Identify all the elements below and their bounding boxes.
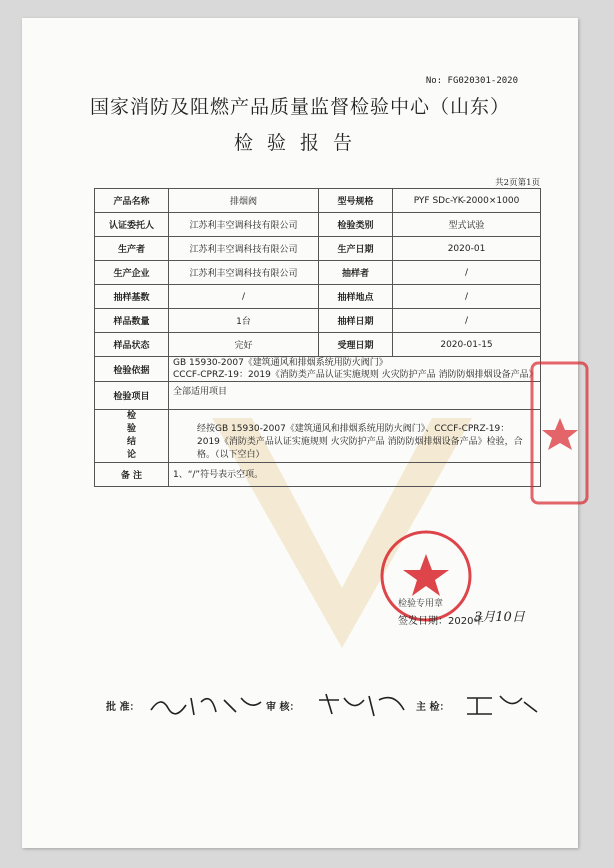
- approver-signature: [146, 690, 266, 720]
- label-test-type: 检验类别: [319, 213, 393, 237]
- label-remarks: 备 注: [95, 463, 169, 487]
- label-sample-base: 抽样基数: [95, 285, 169, 309]
- value-test-type: 型式试验: [393, 213, 541, 237]
- value-sample-base: /: [169, 285, 319, 309]
- reviewer-label: 审 核：: [266, 702, 300, 713]
- reviewer-signature: [314, 690, 414, 720]
- table-row: [95, 463, 541, 487]
- tester-label: 主 检：: [416, 702, 450, 713]
- label-sampler: 抽样者: [319, 261, 393, 285]
- label-basis: 检验依据: [95, 357, 169, 382]
- issue-date-handwritten: 3月10日: [474, 610, 525, 625]
- value-sample-place: /: [393, 285, 541, 309]
- value-sample-state: 完好: [169, 333, 319, 357]
- table-row: [95, 213, 541, 237]
- value-basis: [169, 357, 541, 382]
- label-manufacturer: 生产者: [95, 237, 169, 261]
- value-product-name: 排烟阀: [169, 189, 319, 213]
- label-model: 型号规格: [319, 189, 393, 213]
- label-conclusion: 检验结论: [95, 410, 169, 463]
- table-row: [95, 189, 541, 213]
- basis-line-1: GB 15930-2007《建筑通风和排烟系统用防火阀门》: [173, 358, 388, 368]
- report-number: No: FG020301-2020: [425, 76, 518, 86]
- report-page: [22, 18, 578, 848]
- table-row: [95, 410, 541, 463]
- value-sampler: /: [393, 261, 541, 285]
- seal-label: 检验专用章: [398, 599, 444, 609]
- value-conclusion: [169, 410, 541, 463]
- table-row: [95, 382, 541, 410]
- table-row: [95, 309, 541, 333]
- label-sample-date: 抽样日期: [319, 309, 393, 333]
- report-title: 检验报告: [233, 132, 366, 154]
- label-sample-qty: 样品数量: [95, 309, 169, 333]
- value-sample-date: /: [393, 309, 541, 333]
- label-product-name: 产品名称: [95, 189, 169, 213]
- label-producer: 生产企业: [95, 261, 169, 285]
- value-client: 江苏利丰空调科技有限公司: [169, 213, 319, 237]
- conclusion-text: 经按GB 15930-2007《建筑通风和排烟系统用防火阀门》、CCCF-CPRZ-19：2019《消防类产品认证实施规则 火灾防护产品 消防防烟排烟设备产品》检验，合格。（以下空白）: [197, 423, 523, 460]
- official-seal-stamp: [378, 528, 474, 624]
- signature-row: [106, 690, 546, 720]
- label-accept-date: 受理日期: [319, 333, 393, 357]
- value-model: PYF SDc-YK-2000×1000: [393, 189, 541, 213]
- value-remarks: 1、“/”符号表示空项。: [169, 463, 541, 487]
- tester-signature: [462, 690, 542, 720]
- value-producer: 江苏利丰空调科技有限公司: [169, 261, 319, 285]
- approver-label: 批 准：: [106, 702, 140, 713]
- organization-title: 国家消防及阻燃产品质量监督检验中心（山东）: [89, 96, 510, 118]
- value-manufacturer: 江苏利丰空调科技有限公司: [169, 237, 319, 261]
- label-items: 检验项目: [95, 382, 169, 410]
- value-prod-date: 2020-01: [393, 237, 541, 261]
- basis-line-2: CCCF-CPRZ-19：2019《消防类产品认证实施规则 火灾防护产品 消防防烟排烟设备产品》: [173, 370, 538, 380]
- label-sample-state: 样品状态: [95, 333, 169, 357]
- table-row: [95, 261, 541, 285]
- table-row: [95, 333, 541, 357]
- value-accept-date: 2020-01-15: [393, 333, 541, 357]
- report-table: [94, 188, 541, 487]
- label-sample-place: 抽样地点: [319, 285, 393, 309]
- table-row: [95, 285, 541, 309]
- label-client: 认证委托人: [95, 213, 169, 237]
- issue-date-prefix: 签发日期：2020年: [398, 616, 484, 627]
- value-sample-qty: 1台: [169, 309, 319, 333]
- page-count: 共2页第1页: [495, 178, 540, 188]
- table-row: [95, 237, 541, 261]
- value-items: 全部适用项目: [169, 382, 541, 410]
- label-prod-date: 生产日期: [319, 237, 393, 261]
- table-row: [95, 357, 541, 382]
